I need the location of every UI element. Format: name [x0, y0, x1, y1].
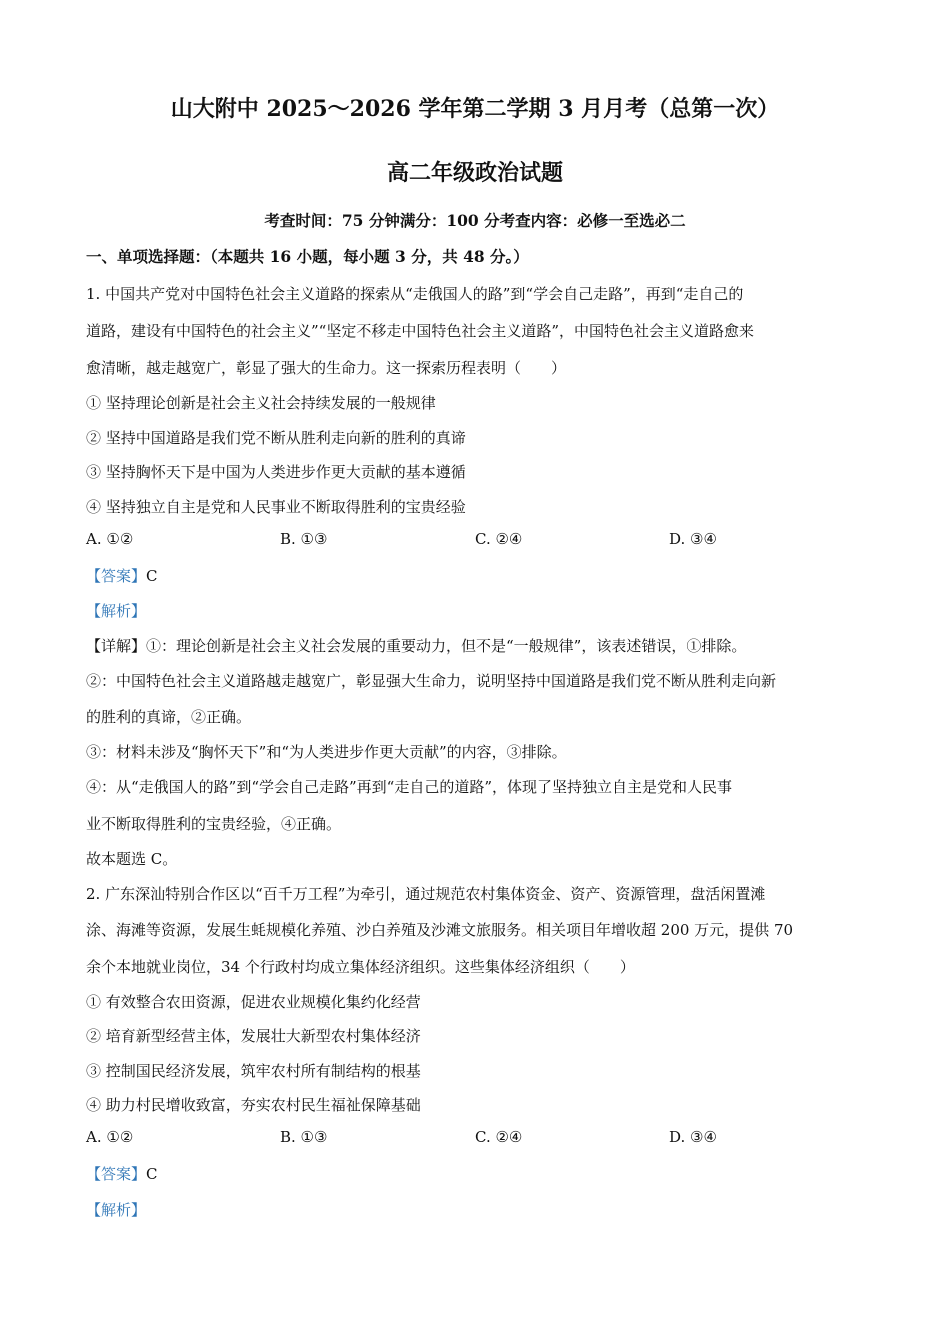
exam-meta: 考查时间：75 分钟满分：100 分考查内容：必修一至选必二: [264, 211, 686, 230]
q2-answer: [86, 1163, 866, 1184]
q2-stem-line: 余个本地就业岗位，34 个行政村均成立集体经济组织。这些集体经济组织（ ）: [86, 958, 635, 976]
q1-detail-line: 业不断取得胜利的宝贵经验，④正确。: [86, 815, 342, 833]
q1-detail-line: 【详解】①：理论创新是社会主义社会发展的重要动力，但不是“一般规律”，该表述错误，①排除。: [86, 637, 747, 655]
q2-item: ④ 助力村民增收致富，夯实农村民生福祉保障基础: [86, 1096, 421, 1114]
q2-option-a: A. ①②: [86, 1128, 134, 1146]
q2-stem-line: 涂、海滩等资源，发展生蚝规模化养殖、沙白养殖及沙滩文旅服务。相关项目年增收超 200 万元，提供 70: [86, 921, 794, 939]
answer-value: C: [146, 567, 158, 585]
q1-option-d: D. ③④: [669, 530, 717, 548]
q1-item: ④ 坚持独立自主是党和人民事业不断取得胜利的宝贵经验: [86, 498, 466, 516]
q1-stem-line: 愈清晰，越走越宽广，彰显了强大的生命力。这一探索历程表明（ ）: [86, 359, 567, 377]
q1-option-b: B. ①③: [280, 530, 328, 548]
q1-option-c: C. ②④: [475, 530, 523, 548]
q1-stem-line: 1. 中国共产党对中国特色社会主义道路的探索从“走俄国人的路”到“学会自己走路”，再到“走自己的: [86, 285, 744, 303]
q1-analysis-tag: [86, 600, 866, 621]
q1-detail-line: 故本题选 C。: [86, 850, 178, 868]
q2-item: ③ 控制国民经济发展，筑牢农村所有制结构的根基: [86, 1062, 421, 1080]
q1-item: ① 坚持理论创新是社会主义社会持续发展的一般规律: [86, 394, 436, 412]
q2-option-d: D. ③④: [669, 1128, 717, 1146]
q1-detail-line: 的胜利的真谛，②正确。: [86, 708, 252, 726]
q2-item: ② 培育新型经营主体，发展壮大新型农村集体经济: [86, 1027, 421, 1045]
answer-tag: 【答案】: [86, 1165, 147, 1183]
q1-detail-line: ②：中国特色社会主义道路越走越宽广，彰显强大生命力，说明坚持中国道路是我们党不断从胜利走向新: [86, 672, 777, 690]
section-heading: 一、单项选择题：（本题共 16 小题，每小题 3 分，共 48 分。）: [86, 247, 529, 266]
analysis-tag: 【解析】: [86, 602, 147, 620]
q2-stem-line: 2. 广东深汕特别合作区以“百千万工程”为牵引，通过规范农村集体资金、资产、资源管理，盘活闲置滩: [86, 885, 766, 903]
q1-item: ③ 坚持胸怀天下是中国为人类进步作更大贡献的基本遵循: [86, 463, 466, 481]
q2-option-b: B. ①③: [280, 1128, 328, 1146]
q1-option-a: A. ①②: [86, 530, 134, 548]
q1-detail-line: ③：材料未涉及“胸怀天下”和“为人类进步作更大贡献”的内容，③排除。: [86, 743, 567, 761]
exam-subtitle: 高二年级政治试题: [386, 160, 563, 186]
q1-detail-line: ④：从“走俄国人的路”到“学会自己走路”再到“走自己的道路”，体现了坚持独立自主是党和人民事: [86, 778, 733, 796]
q2-item: ① 有效整合农田资源，促进农业规模化集约化经营: [86, 993, 421, 1011]
exam-title: 山大附中 2025～2026 学年第二学期 3 月月考（总第一次）: [170, 96, 780, 122]
q1-item: ② 坚持中国道路是我们党不断从胜利走向新的胜利的真谛: [86, 429, 466, 447]
q1-stem-line: 道路，建设有中国特色的社会主义”“坚定不移走中国特色社会主义道路”，中国特色社会主义道路愈来: [86, 322, 755, 340]
analysis-tag: 【解析】: [86, 1201, 147, 1219]
q1-answer: [86, 565, 866, 586]
q2-analysis-tag: [86, 1199, 866, 1220]
q2-option-c: C. ②④: [475, 1128, 523, 1146]
answer-tag: 【答案】: [86, 567, 147, 585]
answer-value: C: [146, 1165, 158, 1183]
